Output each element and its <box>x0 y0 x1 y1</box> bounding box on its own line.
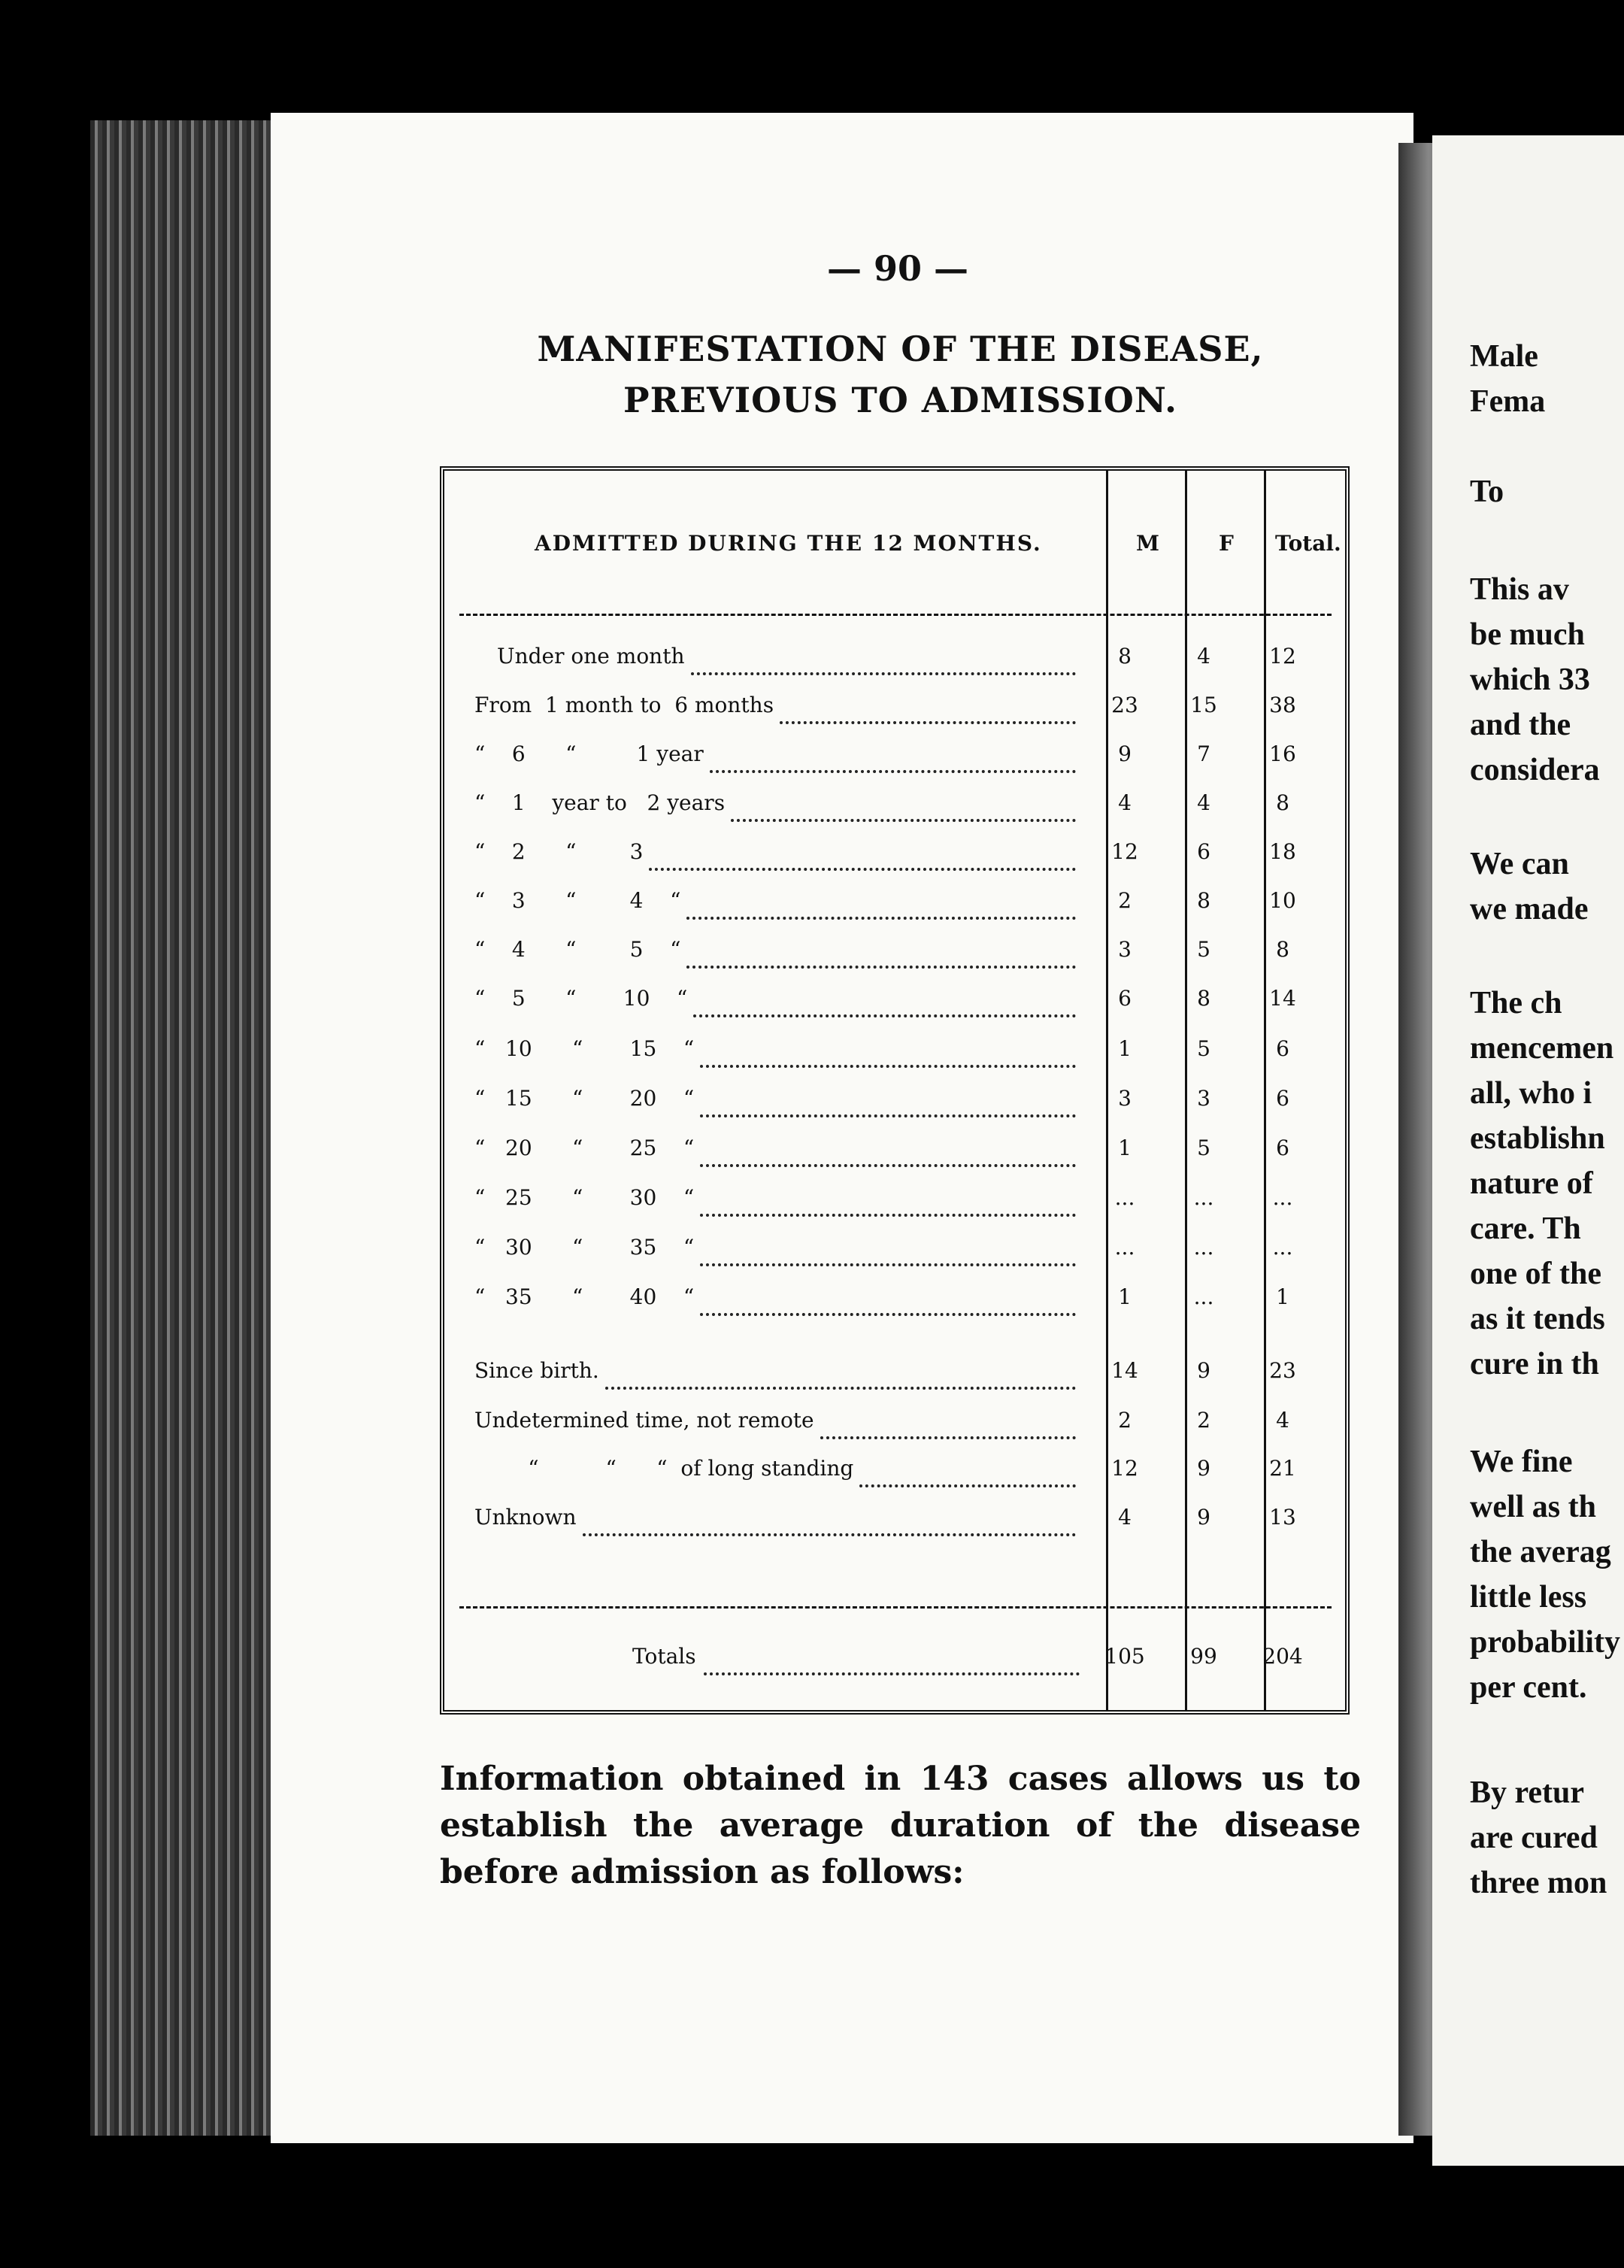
cell-f: 4 <box>1197 644 1210 669</box>
cell-m: 1 <box>1118 1284 1132 1309</box>
row-label: “ 20 “ 25 “ <box>474 1136 695 1160</box>
cell-m: 12 <box>1111 839 1138 864</box>
table-row <box>474 1136 1347 1173</box>
admission-table <box>440 466 1350 1715</box>
cell-f: ... <box>1193 1235 1214 1260</box>
row-label: “ 5 “ 10 “ <box>474 986 688 1011</box>
table-row <box>474 693 1347 730</box>
leader-dots <box>686 951 1076 969</box>
cell-m: 4 <box>1118 790 1132 815</box>
cell-f: 7 <box>1197 741 1210 766</box>
right-line: cure in th <box>1470 1347 1599 1381</box>
right-line: which 33 <box>1470 663 1590 697</box>
row-label: From 1 month to 6 months <box>474 693 774 717</box>
cell-f: 5 <box>1197 1136 1210 1160</box>
cell-f: 9 <box>1197 1505 1210 1530</box>
cell-m: 23 <box>1111 693 1138 717</box>
table-row <box>474 839 1347 877</box>
table-row <box>474 790 1347 828</box>
cell-f: 8 <box>1197 986 1210 1011</box>
table-row <box>474 1408 1347 1445</box>
row-label: Unknown <box>474 1505 577 1530</box>
right-line: We can <box>1470 847 1569 881</box>
cell-total: ... <box>1272 1235 1293 1260</box>
leader-dots <box>700 1050 1076 1068</box>
totals-label: Totals <box>632 1644 696 1669</box>
cell-m: 3 <box>1118 937 1132 962</box>
cell-f: 3 <box>1197 1086 1210 1111</box>
table-row <box>474 1284 1347 1322</box>
cell-total: 6 <box>1276 1086 1289 1111</box>
row-label: “ 25 “ 30 “ <box>474 1185 695 1210</box>
totals-rule <box>459 1606 1332 1609</box>
right-line: are cured <box>1470 1821 1598 1855</box>
cell-total: 10 <box>1269 888 1296 913</box>
table-row <box>497 644 1369 681</box>
table-row <box>474 986 1347 1023</box>
cell-m: 2 <box>1118 1408 1132 1433</box>
page-number: — 90 — <box>827 248 969 289</box>
cell-total: 12 <box>1269 644 1296 669</box>
right-line: the averag <box>1470 1535 1611 1569</box>
right-line: and the <box>1470 708 1571 742</box>
row-label: “ 2 “ 3 <box>474 839 644 864</box>
right-line: care. Th <box>1470 1211 1581 1246</box>
leader-dots <box>693 999 1076 1017</box>
right-line: little less <box>1470 1580 1587 1615</box>
row-label: “ 15 “ 20 “ <box>474 1086 695 1111</box>
header-rule <box>459 614 1332 616</box>
row-label: “ 3 “ 4 “ <box>474 888 681 913</box>
body-paragraph: Information obtained in 143 cases allows us to establish the average duration of the disease before admission as follows: <box>440 1760 1361 1891</box>
table-row <box>474 1235 1347 1272</box>
table-row <box>474 1505 1347 1542</box>
right-line: three mon <box>1470 1866 1607 1900</box>
table-row <box>474 1358 1347 1396</box>
row-label: “ 30 “ 35 “ <box>474 1235 695 1260</box>
right-line: nature of <box>1470 1166 1593 1201</box>
table-row <box>474 1456 1347 1493</box>
right-line: Fema <box>1470 384 1546 419</box>
cell-total: 21 <box>1269 1456 1296 1481</box>
cell-total: 16 <box>1269 741 1296 766</box>
leader-dots <box>700 1099 1076 1117</box>
row-label: Since birth. <box>474 1358 599 1383</box>
row-label: Undetermined time, not remote <box>474 1408 814 1433</box>
totals-total: 204 <box>1262 1644 1303 1669</box>
row-label: “ 6 “ 1 year <box>474 741 704 766</box>
cell-m: 2 <box>1118 888 1132 913</box>
leader-dots <box>700 1149 1076 1167</box>
leader-dots <box>691 657 1076 675</box>
right-line: all, who i <box>1470 1076 1592 1111</box>
row-label: Under one month <box>497 644 685 669</box>
column-header-total: Total. <box>1275 531 1341 556</box>
right-line: considera <box>1470 753 1600 787</box>
cell-m: 8 <box>1118 644 1132 669</box>
leader-dots <box>649 853 1076 871</box>
cell-m: ... <box>1114 1235 1135 1260</box>
cell-f: ... <box>1193 1284 1214 1309</box>
right-line: probability <box>1470 1625 1620 1660</box>
table-row <box>474 1086 1347 1123</box>
leader-dots <box>700 1298 1076 1316</box>
right-line: By retur <box>1470 1775 1585 1810</box>
cell-total: 14 <box>1269 986 1296 1011</box>
right-line: The ch <box>1470 986 1562 1020</box>
cell-f: 8 <box>1197 888 1210 913</box>
leader-dots <box>780 706 1076 724</box>
right-line: Male <box>1470 339 1538 374</box>
leader-dots <box>710 755 1076 773</box>
right-line: mencemen <box>1470 1031 1614 1066</box>
totals-row <box>632 1644 1504 1681</box>
cell-total: 18 <box>1269 839 1296 864</box>
right-line: per cent. <box>1470 1670 1587 1705</box>
leader-dots <box>686 902 1076 920</box>
book-edge <box>90 120 278 2136</box>
cell-m: 14 <box>1111 1358 1138 1383</box>
right-line: we made <box>1470 892 1589 926</box>
table-row <box>474 1185 1347 1223</box>
table-row <box>474 888 1347 926</box>
leader-dots <box>820 1421 1076 1439</box>
row-label: “ 10 “ 15 “ <box>474 1036 695 1061</box>
cell-total: 23 <box>1269 1358 1296 1383</box>
leader-dots <box>583 1518 1076 1536</box>
cell-m: 1 <box>1118 1036 1132 1061</box>
cell-total: 8 <box>1276 790 1289 815</box>
leader-dots <box>700 1199 1076 1217</box>
totals-m: 105 <box>1104 1644 1145 1669</box>
cell-f: 6 <box>1197 839 1210 864</box>
row-label: “ 4 “ 5 “ <box>474 937 681 962</box>
cell-m: 6 <box>1118 986 1132 1011</box>
cell-m: ... <box>1114 1185 1135 1210</box>
right-page <box>1432 135 1624 2166</box>
cell-m: 12 <box>1111 1456 1138 1481</box>
row-label: “ 35 “ 40 “ <box>474 1284 695 1309</box>
cell-f: 4 <box>1197 790 1210 815</box>
cell-m: 3 <box>1118 1086 1132 1111</box>
leader-dots <box>859 1469 1076 1487</box>
cell-f: ... <box>1193 1185 1214 1210</box>
cell-f: 2 <box>1197 1408 1210 1433</box>
cell-f: 5 <box>1197 937 1210 962</box>
cell-total: ... <box>1272 1185 1293 1210</box>
table-row <box>474 937 1347 975</box>
leader-dots <box>704 1657 1080 1675</box>
right-line: be much <box>1470 617 1585 652</box>
cell-total: 38 <box>1269 693 1296 717</box>
right-line: This av <box>1470 572 1569 607</box>
right-line: We fine <box>1470 1445 1573 1479</box>
right-line: well as th <box>1470 1490 1596 1524</box>
totals-f: 99 <box>1190 1644 1217 1669</box>
cell-f: 5 <box>1197 1036 1210 1061</box>
cell-total: 13 <box>1269 1505 1296 1530</box>
leader-dots <box>731 804 1076 822</box>
cell-total: 1 <box>1276 1284 1289 1309</box>
right-line: To <box>1470 475 1504 509</box>
column-header-m: M <box>1136 531 1161 556</box>
right-line: establishn <box>1470 1121 1605 1156</box>
right-line: as it tends <box>1470 1302 1605 1336</box>
table-row <box>474 1036 1347 1074</box>
cell-total: 6 <box>1276 1036 1289 1061</box>
table-header-title: ADMITTED DURING THE 12 MONTHS. <box>535 531 1042 556</box>
table-row <box>474 741 1347 779</box>
cell-m: 4 <box>1118 1505 1132 1530</box>
leader-dots <box>605 1372 1076 1390</box>
cell-total: 6 <box>1276 1136 1289 1160</box>
right-line: one of the <box>1470 1257 1601 1291</box>
cell-f: 9 <box>1197 1456 1210 1481</box>
page-heading: MANIFESTATION OF THE DISEASE, PREVIOUS TO ADMISSION. <box>537 329 1264 420</box>
leader-dots <box>700 1248 1076 1266</box>
cell-f: 15 <box>1190 693 1217 717</box>
cell-f: 9 <box>1197 1358 1210 1383</box>
row-label: “ 1 year to 2 years <box>474 790 726 815</box>
cell-m: 1 <box>1118 1136 1132 1160</box>
cell-total: 4 <box>1276 1408 1289 1433</box>
column-header-f: F <box>1219 531 1235 556</box>
row-label: “ “ “ of long standing <box>474 1456 854 1481</box>
cell-m: 9 <box>1118 741 1132 766</box>
cell-total: 8 <box>1276 937 1289 962</box>
